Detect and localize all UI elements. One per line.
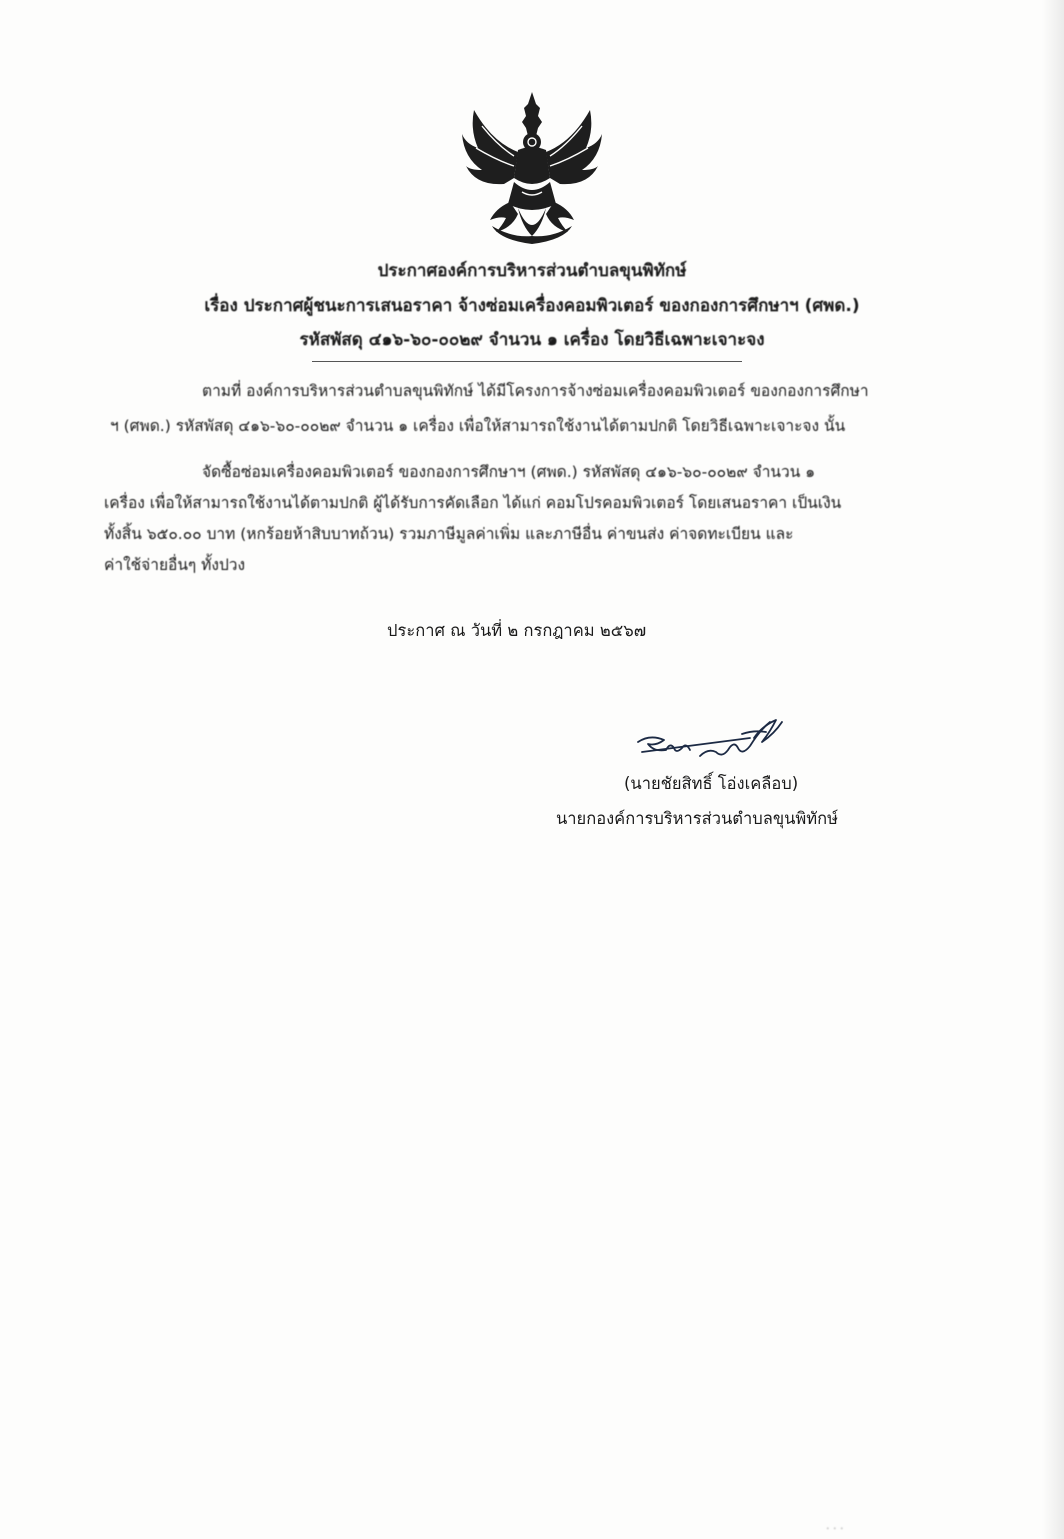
paragraph2-line1: จัดซื้อซ่อมเครื่องคอมพิวเตอร์ ของกองการศึกษาฯ (ศพด.) รหัสพัสดุ ๔๑๖-๖๐-๐๐๒๙ จำนวน ๑ bbox=[202, 463, 816, 481]
notice-item-line: รหัสพัสดุ ๔๑๖-๖๐-๐๐๒๙ จำนวน ๑ เครื่อง โดยวิธีเฉพาะเจาะจง bbox=[299, 330, 765, 350]
notice-title: ประกาศองค์การบริหารส่วนตำบลขุนพิทักษ์ bbox=[377, 261, 687, 281]
paragraph1-line2: ฯ (ศพด.) รหัสพัสดุ ๔๑๖-๖๐-๐๐๒๙ จำนวน ๑ เครื่อง เพื่อให้สามารถใช้งานได้ตามปกติ โดยวิธีเฉพาะเจาะจง นั้น bbox=[110, 417, 846, 435]
garuda-emblem-icon bbox=[452, 86, 612, 246]
notice-subject: เรื่อง ประกาศผู้ชนะการเสนอราคา จ้างซ่อมเครื่องคอมพิวเตอร์ ของกองการศึกษาฯ (ศพด.) bbox=[204, 296, 860, 316]
paragraph2-line3: ทั้งสิ้น ๖๕๐.๐๐ บาท (หกร้อยห้าสิบบาทถ้วน) รวมภาษีมูลค่าเพิ่ม และภาษีอื่น ค่าขนส่ง ค่าจดทะเบียน และ bbox=[104, 525, 794, 543]
paragraph1-line1: ตามที่ องค์การบริหารส่วนตำบลขุนพิทักษ์ ได้มีโครงการจ้างซ่อมเครื่องคอมพิวเตอร์ ของกองการศึกษา bbox=[202, 382, 869, 400]
signer-name: (นายชัยสิทธิ์ โอ่งเคลือบ) bbox=[624, 774, 799, 793]
announcement-date: ประกาศ ณ วันที่ ๒ กรกฎาคม ๒๕๖๗ bbox=[387, 621, 647, 640]
signer-position: นายกองค์การบริหารส่วนตำบลขุนพิทักษ์ bbox=[556, 809, 839, 828]
paragraph2-line4: ค่าใช้จ่ายอื่นๆ ทั้งปวง bbox=[104, 556, 246, 574]
title-divider bbox=[312, 361, 742, 362]
page-edge-shadow bbox=[1042, 0, 1064, 1539]
handwritten-signature-icon bbox=[630, 712, 810, 768]
scan-corner-mark: · · · bbox=[826, 1522, 844, 1535]
paragraph2-line2: เครื่อง เพื่อให้สามารถใช้งานได้ตามปกติ ผู้ได้รับการคัดเลือก ได้แก่ คอมโปรคอมพิวเตอร์ โดยเสนอราคา เป็นเงิน bbox=[104, 494, 842, 512]
